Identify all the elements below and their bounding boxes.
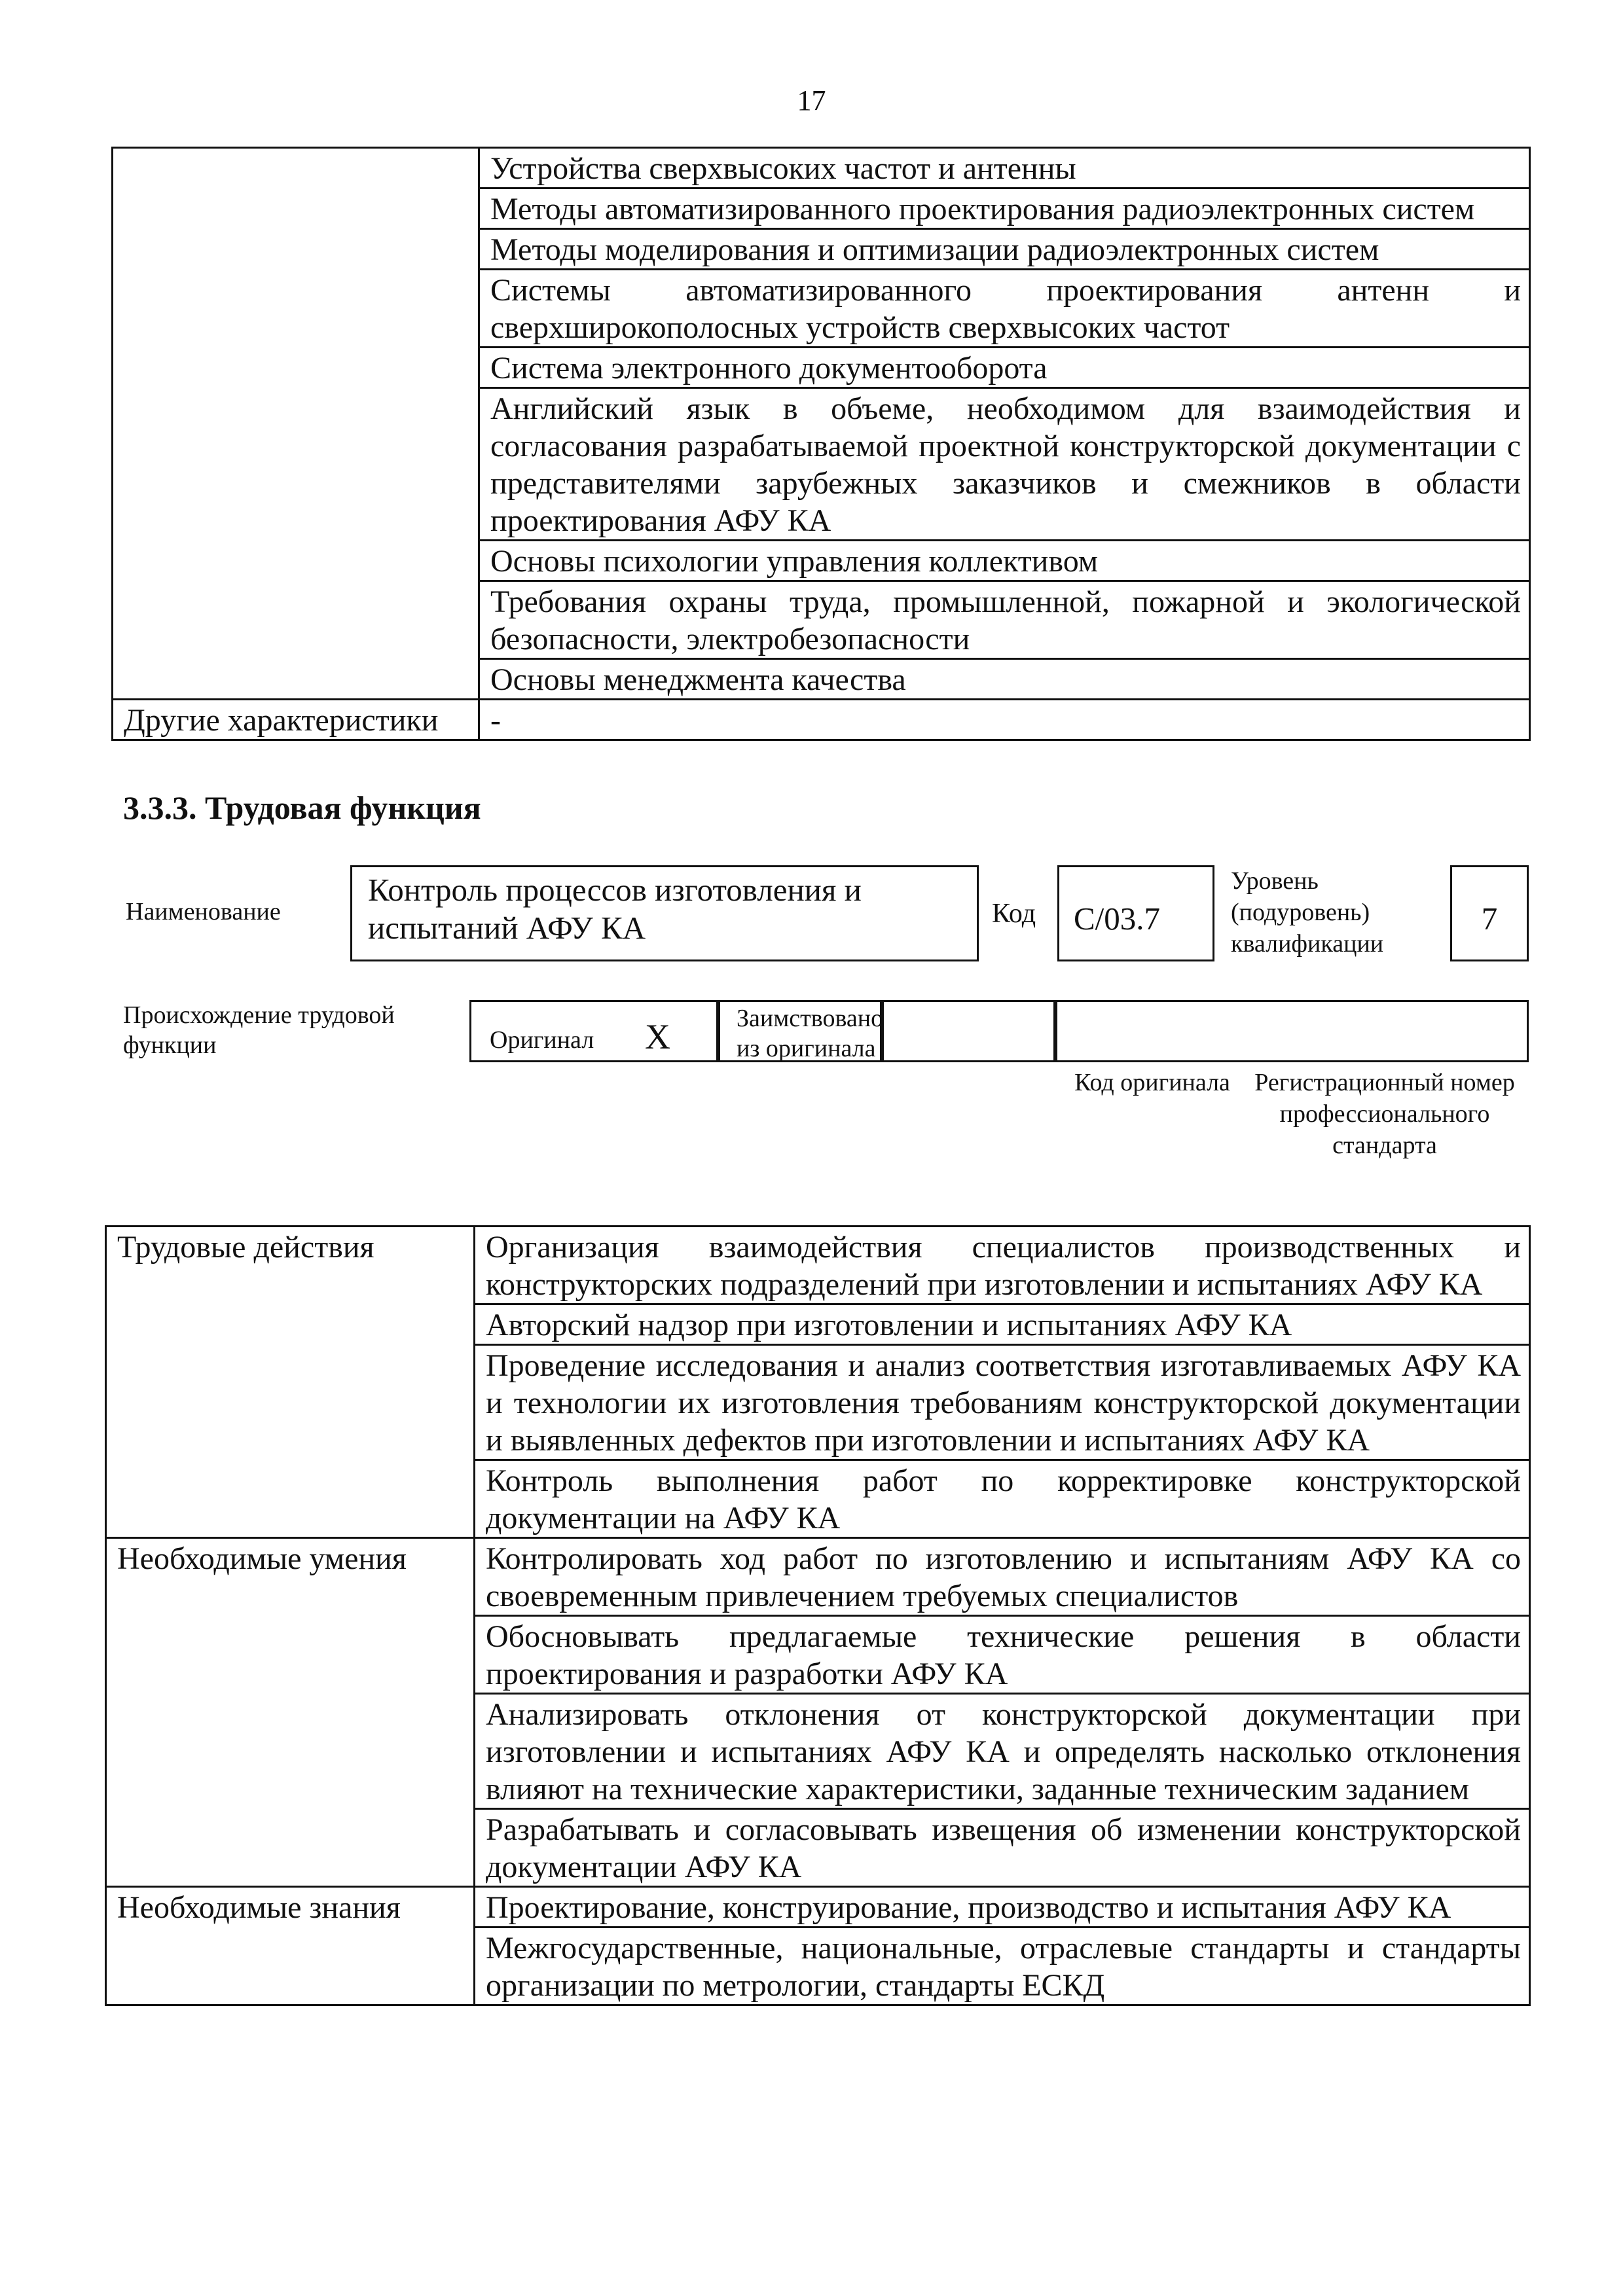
function-item: Контроль выполнения работ по корректировке конструкторской документации на АФУ КА — [475, 1460, 1530, 1538]
original-code-cell — [882, 1000, 1055, 1062]
labor-function-table — [105, 1225, 1531, 2006]
requirement-item: Методы автоматизированного проектирования радиоэлектронных систем — [479, 188, 1530, 229]
borrowed-label: Заимствовано из оригинала — [737, 1005, 884, 1062]
row-category-label: Необходимые знания — [106, 1887, 475, 2005]
page-number: 17 — [797, 84, 826, 117]
function-item: Контролировать ход работ по изготовлению и испытаниям АФУ КА со своевременным привлечением требуемых специалистов — [475, 1538, 1530, 1616]
row-category-label: Трудовые действия — [106, 1227, 475, 1538]
row-category-label: Необходимые умения — [106, 1538, 475, 1887]
function-item: Межгосударственные, национальные, отраслевые стандарты и стандарты организации по метрологии, стандарты ЕСКД — [475, 1928, 1530, 2005]
requirement-item: Устройства сверхвысоких частот и антенны — [479, 148, 1530, 188]
table-row — [106, 1227, 1530, 1304]
function-item: Разрабатывать и согласовывать извещения об изменении конструкторской документации АФУ КА — [475, 1809, 1530, 1887]
function-item: Обосновывать предлагаемые технические решения в области проектирования и разработки АФУ КА — [475, 1616, 1530, 1694]
code-box: C/03.7 — [1057, 865, 1214, 961]
requirement-item: Методы моделирования и оптимизации радиоэлектронных систем — [479, 229, 1530, 270]
requirement-item: Основы менеджмента качества — [479, 659, 1530, 700]
requirement-item: Требования охраны труда, промышленной, пожарной и экологической безопасности, электробезопасности — [479, 581, 1530, 659]
function-name-box: Контроль процессов изготовления и испытаний АФУ КА — [350, 865, 979, 961]
original-label: Оригинал — [490, 1026, 594, 1054]
original-mark: X — [645, 1017, 670, 1056]
function-item: Проектирование, конструирование, производство и испытания АФУ КА — [475, 1887, 1530, 1928]
table-row — [106, 1887, 1530, 1928]
function-item: Анализировать отклонения от конструкторской документации при изготовлении и испытаниях АФУ КА и определять насколько отклонения влияют на технические характеристики, заданные техническим заданием — [475, 1694, 1530, 1809]
knowledge-continuation-table — [111, 147, 1531, 741]
original-code-caption: Код оригинала — [1074, 1069, 1230, 1096]
requirement-item: Английский язык в объеме, необходимом для взаимодействия и согласования разрабатываемой проектной конструкторской документации с представителями зарубежных заказчиков и смежников в области проектирования АФУ КА — [479, 388, 1530, 541]
registration-number-caption: Регистрационный номер профессионального стандарта — [1254, 1069, 1515, 1159]
section-heading: 3.3.3. Трудовая функция — [123, 789, 481, 826]
level-box: 7 — [1450, 865, 1529, 961]
registration-number-cell — [1055, 1000, 1529, 1062]
row-category-label — [113, 148, 479, 700]
requirement-item: Система электронного документооборота — [479, 348, 1530, 388]
name-label: Наименование — [126, 898, 281, 925]
function-item: Организация взаимодействия специалистов производственных и конструкторских подразделений при изготовлении и испытаниях АФУ КА — [475, 1227, 1530, 1304]
original-cell — [469, 1000, 718, 1062]
row-category-label: Другие характеристики — [113, 700, 479, 740]
code-label: Код — [992, 899, 1036, 929]
requirement-item: Основы психологии управления коллективом — [479, 541, 1530, 581]
borrowed-cell — [718, 1000, 882, 1062]
function-item: Проведение исследования и анализ соответствия изготавливаемых АФУ КА и технологии их изготовления требованиям конструкторской документации и выявленных дефектов при изготовлении и испытаниях АФУ КА — [475, 1345, 1530, 1460]
function-item: Авторский надзор при изготовлении и испытаниях АФУ КА — [475, 1304, 1530, 1345]
requirement-item: Системы автоматизированного проектирования антенн и сверхширокополосных устройств сверхвысоких частот — [479, 270, 1530, 348]
table-row — [113, 700, 1530, 740]
level-label: Уровень (подуровень) квалификации — [1231, 867, 1384, 958]
requirement-item: - — [479, 700, 1530, 740]
table-row — [113, 148, 1530, 188]
table-row — [106, 1538, 1530, 1616]
origin-strip — [471, 1000, 1529, 1062]
origin-label: Происхождение трудовой функции — [123, 1001, 395, 1059]
